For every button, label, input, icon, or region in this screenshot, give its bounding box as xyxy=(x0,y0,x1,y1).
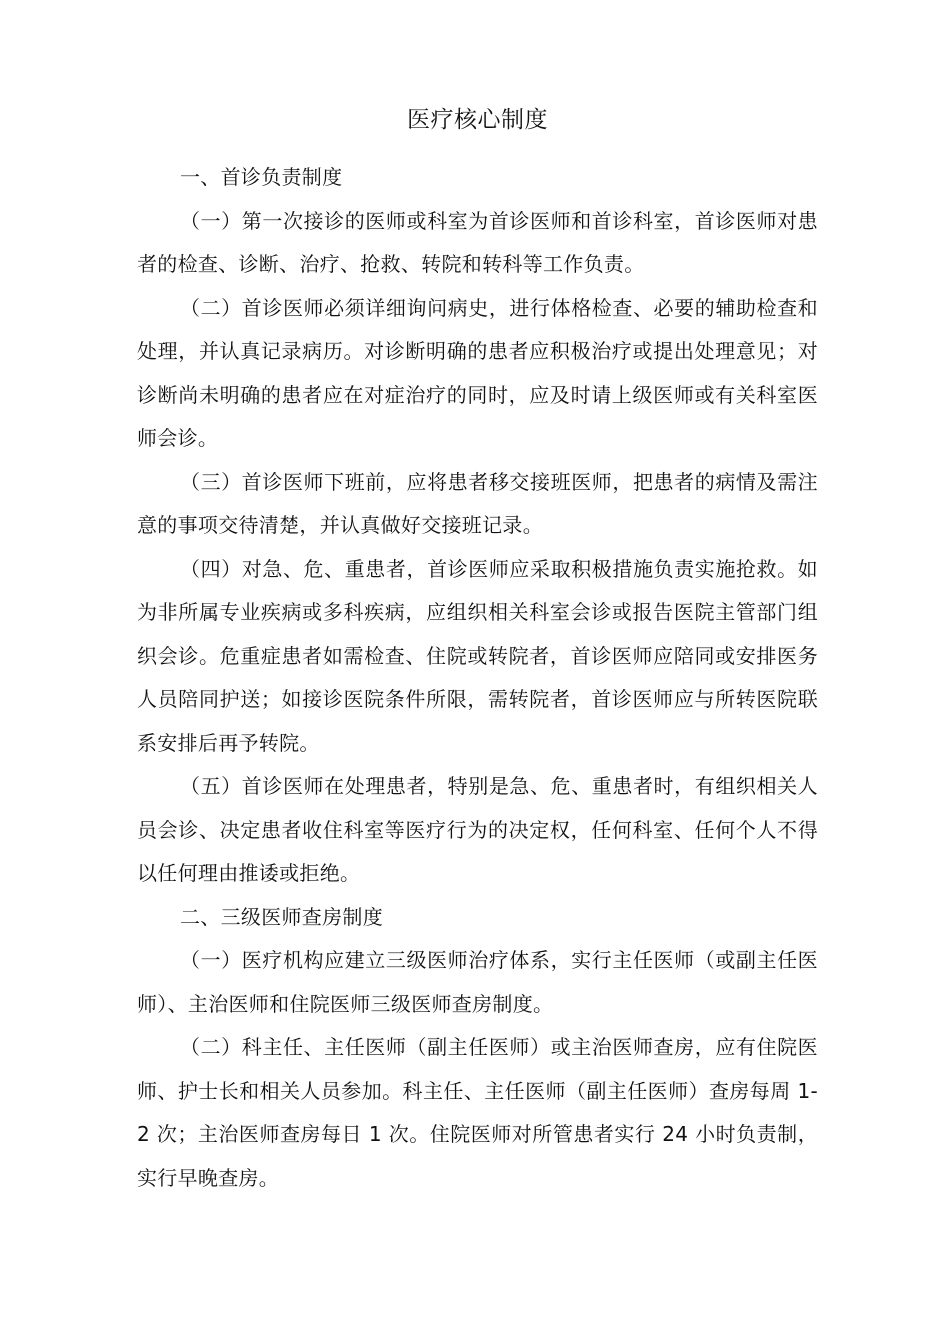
paragraph: （一）医疗机构应建立三级医师治疗体系，实行主任医师（或副主任医师）、主治医师和住院医师三级医师查房制度。 xyxy=(137,948,818,1016)
paragraph: （三）首诊医师下班前，应将患者移交接班医师，把患者的病情及需注意的事项交待清楚，并认真做好交接班记录。 xyxy=(137,469,818,537)
section-heading: 二、三级医师查房制度 xyxy=(180,904,383,929)
paragraph: （一）第一次接诊的医师或科室为首诊医师和首诊科室，首诊医师对患者的检查、诊断、治疗、抢救、转院和转科等工作负责。 xyxy=(137,208,818,276)
paragraph: （二）科主任、主任医师（副主任医师）或主治医师查房，应有住院医师、护士长和相关人员参加。科主任、主任医师（副主任医师）查房每周 1-2 次；主治医师查房每日 1 次。住院医师对所管患者实行 24 小时负责制，实行早晚查房。 xyxy=(137,1035,818,1190)
document-title: 医疗核心制度 xyxy=(407,107,548,133)
paragraph: （二）首诊医师必须详细询问病史，进行体格检查、必要的辅助检查和处理，并认真记录病历。对诊断明确的患者应积极治疗或提出处理意见；对诊断尚未明确的患者应在对症治疗的同时，应及时请上级医师或有关科室医师会诊。 xyxy=(137,295,818,450)
paragraph: （四）对急、危、重患者，首诊医师应采取积极措施负责实施抢救。如为非所属专业疾病或多科疾病，应组织相关科室会诊或报告医院主管部门组织会诊。危重症患者如需检查、住院或转院者，首诊医师应陪同或安排医务人员陪同护送；如接诊医院条件所限，需转院者，首诊医师应与所转医院联系安排后再予转院。 xyxy=(137,556,818,755)
section-first-visit-responsibility xyxy=(137,156,818,896)
section-three-level-ward-rounds xyxy=(137,896,818,1201)
paragraph: （五）首诊医师在处理患者，特别是急、危、重患者时，有组织相关人员会诊、决定患者收住科室等医疗行为的决定权，任何科室、任何个人不得以任何理由推诿或拒绝。 xyxy=(137,774,818,885)
section-heading: 一、首诊负责制度 xyxy=(180,165,343,189)
